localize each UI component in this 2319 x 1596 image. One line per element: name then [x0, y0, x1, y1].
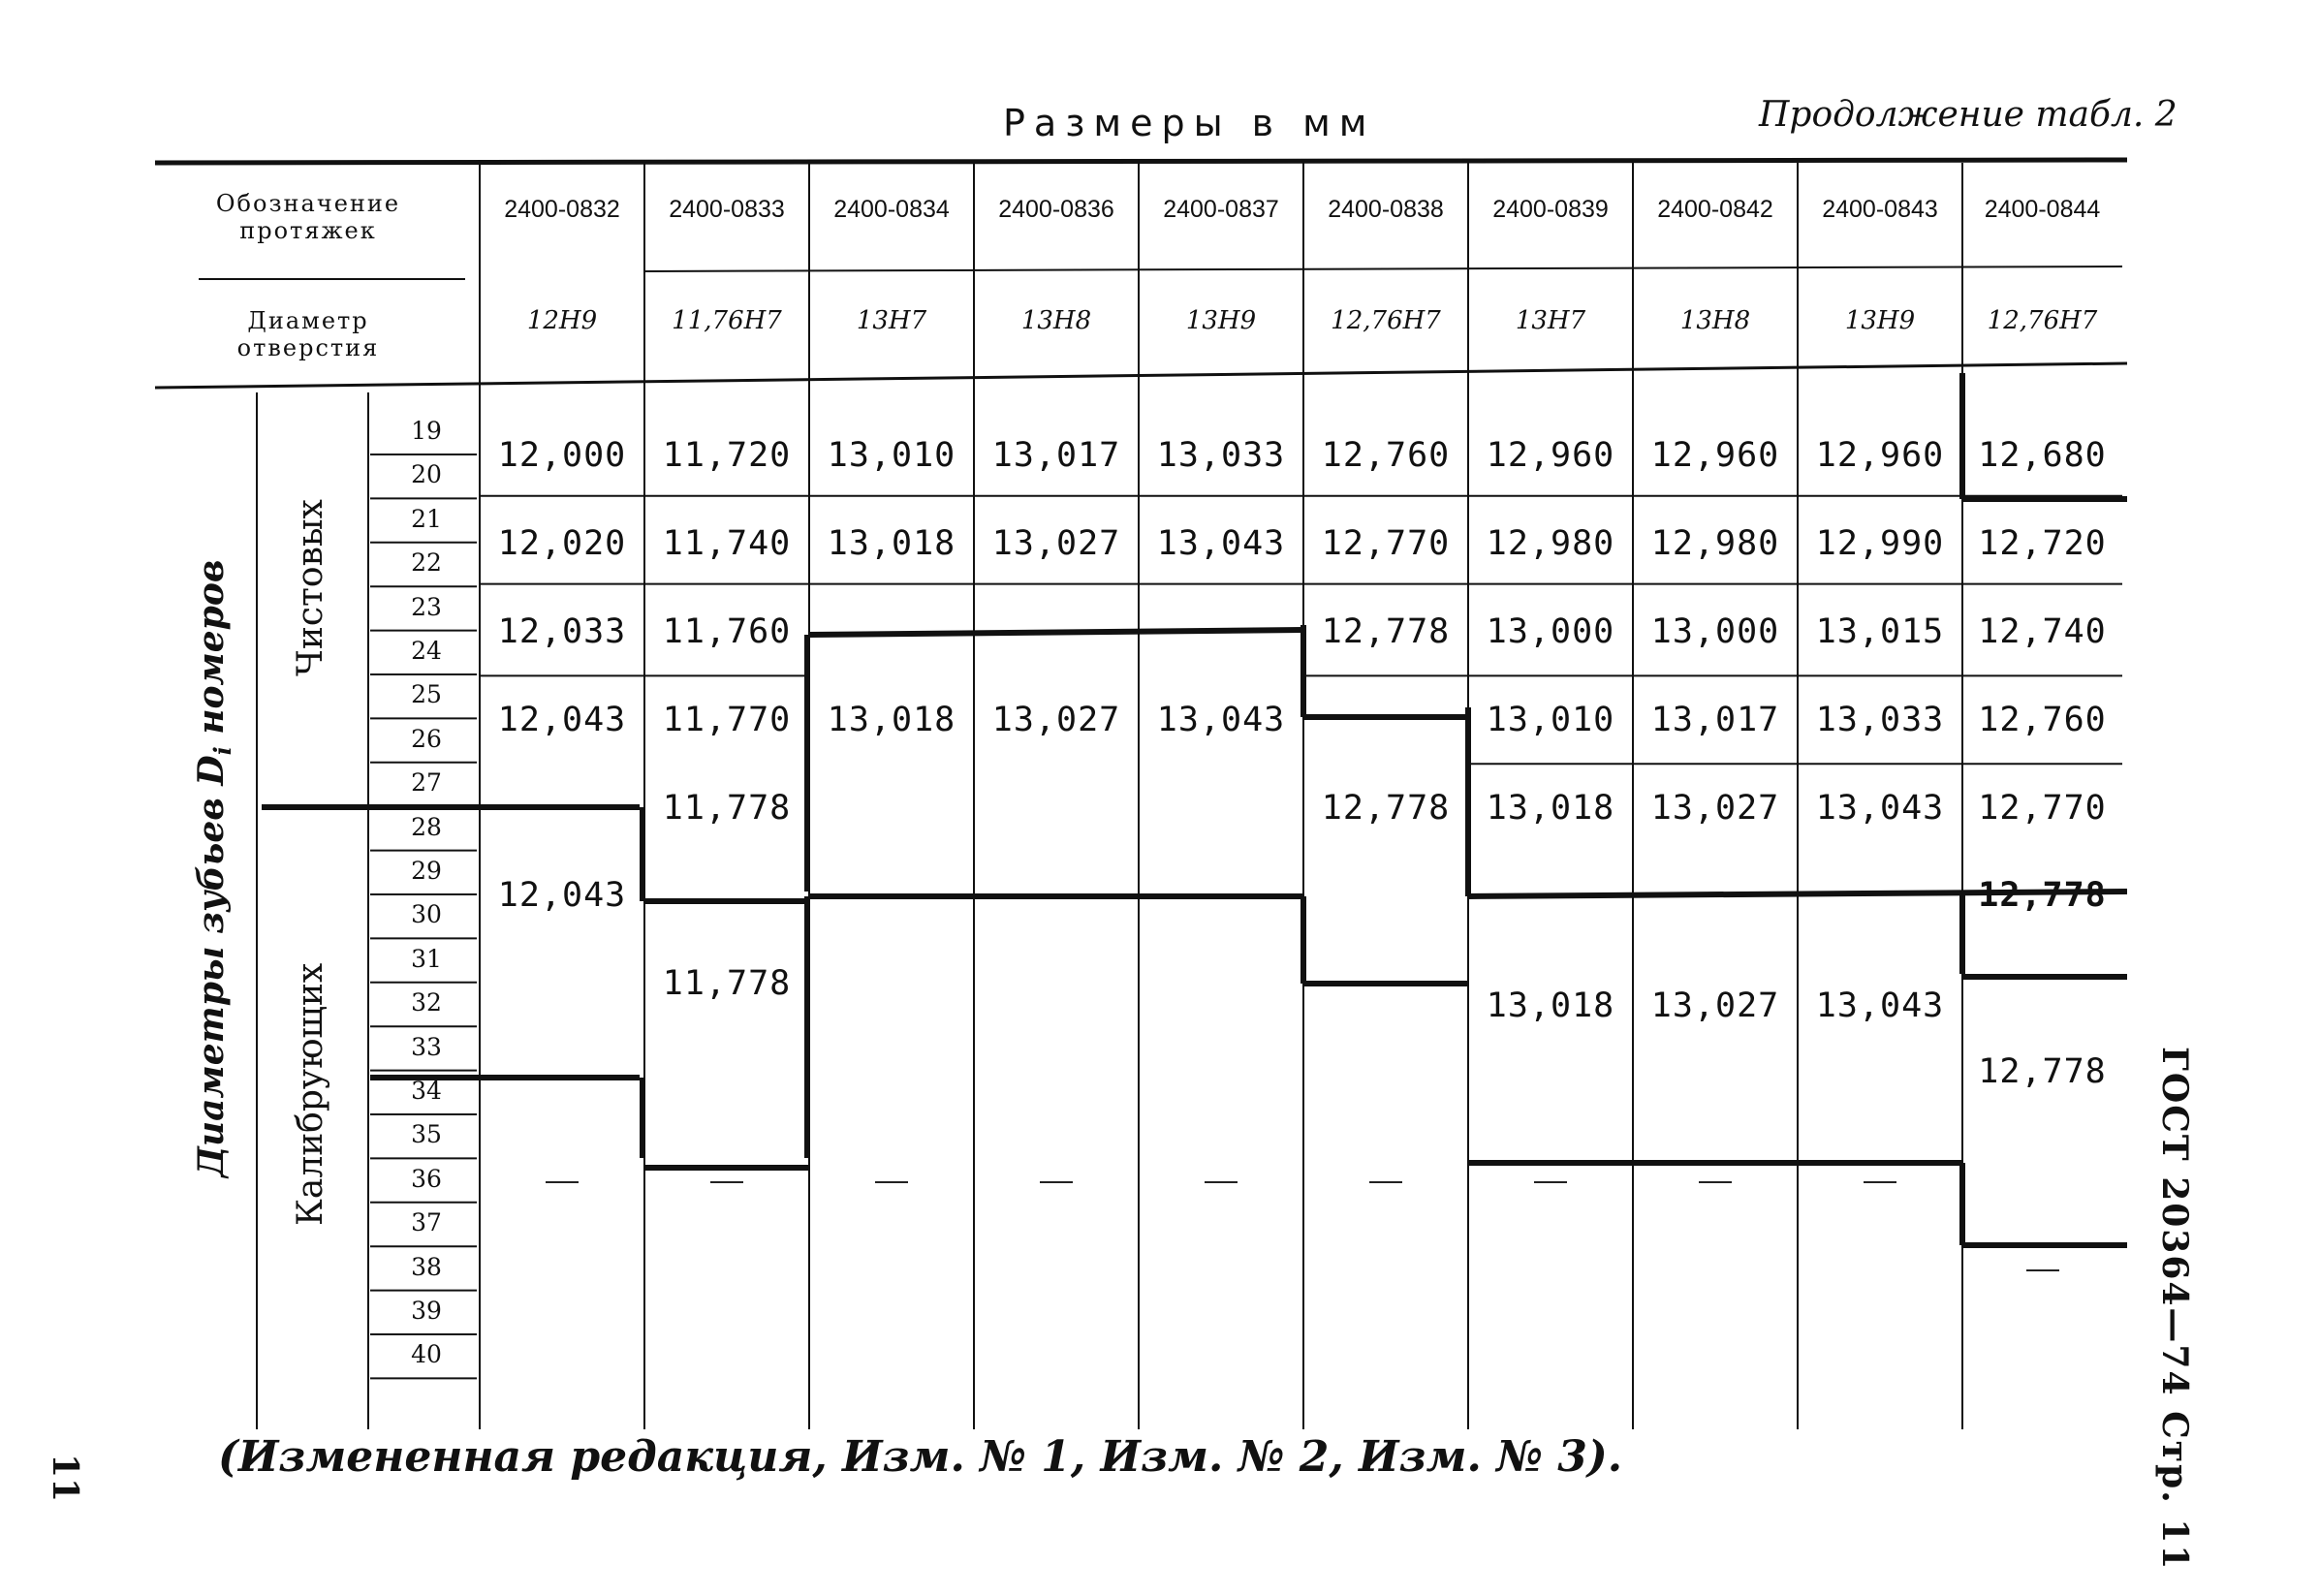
standard-margin-label: ГОСТ 20364—74 Стр. 11 [2154, 1047, 2195, 1572]
empty-dash [710, 1181, 743, 1183]
tooth-number: 39 [411, 1297, 442, 1325]
broach-code: 2400-0844 [1984, 196, 2101, 223]
tooth-number: 21 [411, 504, 442, 533]
tooth-diameter-value: 12,770 [1978, 788, 2107, 828]
tooth-diameter-value: 13,010 [1486, 700, 1615, 739]
empty-dash [1699, 1181, 1732, 1183]
hole-diameter-label: Диаметр отверстия [236, 307, 380, 361]
tooth-number: 19 [411, 417, 442, 445]
tooth-diameter-value: 12,043 [497, 876, 627, 916]
hole-diameter: 13H8 [1020, 306, 1092, 335]
tooth-number: 40 [411, 1340, 442, 1369]
empty-dash [1040, 1181, 1073, 1183]
tooth-diameter-value: 12,960 [1486, 436, 1615, 476]
hole-diameter: 13H9 [1185, 306, 1257, 335]
left-page-number: 11 [45, 1454, 85, 1503]
tooth-diameter-value: 13,017 [1650, 700, 1780, 739]
tooth-diameter-value: 13,043 [1815, 788, 1945, 828]
tooth-diameter-value: 12,760 [1978, 700, 2107, 739]
tooth-diameter-value: 13,033 [1156, 436, 1286, 476]
empty-dash [1864, 1181, 1896, 1183]
tooth-number: 26 [411, 724, 442, 753]
tooth-diameter-value: 12,043 [497, 700, 627, 739]
hole-diameter: 12,76H7 [1331, 306, 1441, 335]
header-bottom-rule [155, 363, 2127, 388]
header-mid-rule [644, 266, 2122, 271]
tooth-diameter-value: 13,018 [827, 524, 956, 564]
tooth-diameter-value: 13,000 [1486, 612, 1615, 651]
tooth-number: 23 [411, 592, 442, 621]
tooth-diameter-value: 13,043 [1815, 986, 1945, 1025]
tooth-diameter-value: 13,027 [1650, 986, 1780, 1025]
tooth-diameter-value: 11,720 [662, 436, 792, 476]
tooth-number: 33 [411, 1032, 442, 1061]
tooth-diameter-value: 11,760 [662, 612, 792, 651]
tooth-diameter-value: 13,015 [1815, 612, 1945, 651]
hole-diameter: 13H9 [1844, 306, 1916, 335]
tooth-number: 37 [411, 1208, 442, 1237]
tooth-number: 35 [411, 1120, 442, 1149]
tooth-diameter-value: 11,740 [662, 524, 792, 564]
empty-dash [1534, 1181, 1567, 1183]
tooth-diameter-value: 11,778 [662, 788, 792, 828]
broach-code: 2400-0838 [1328, 196, 1444, 223]
tooth-diameter-value: 12,778 [1321, 612, 1451, 651]
tooth-diameter-value: 13,010 [827, 436, 956, 476]
tooth-diameter-value: 13,027 [991, 524, 1121, 564]
empty-dash [1205, 1181, 1238, 1183]
tooth-number: 20 [411, 460, 442, 489]
tooth-diameter-value: 12,778 [1978, 876, 2107, 916]
tooth-number: 27 [411, 768, 442, 798]
tooth-diameter-value: 12,720 [1978, 524, 2107, 564]
tooth-diameter-value: 12,990 [1815, 524, 1945, 564]
tooth-number: 36 [411, 1164, 442, 1193]
step-boundary [809, 630, 1303, 635]
tooth-diameter-value: 12,778 [1978, 1052, 2107, 1091]
revision-note: (Измененная редакция, Изм. № 1, Изм. № 2, Изм. № 3). [218, 1432, 1623, 1482]
tooth-number: 38 [411, 1252, 442, 1281]
hole-diameter: 13H7 [1515, 306, 1586, 335]
broach-code: 2400-0836 [998, 196, 1114, 223]
empty-dash [875, 1181, 908, 1183]
tooth-number: 25 [411, 680, 442, 709]
tooth-diameter-value: 13,027 [1650, 788, 1780, 828]
hole-diameter: 12,76H7 [1987, 306, 2098, 335]
hole-diameter: 13H7 [856, 306, 927, 335]
broach-code: 2400-0832 [504, 196, 620, 223]
empty-dash [1369, 1181, 1402, 1183]
tooth-diameter-value: 12,980 [1486, 524, 1615, 564]
tooth-number: 31 [411, 944, 442, 973]
tooth-diameter-value: 13,018 [827, 700, 956, 739]
tooth-number: 30 [411, 900, 442, 929]
tooth-number: 32 [411, 988, 442, 1017]
tooth-number: 34 [411, 1077, 442, 1105]
hole-diameter: 12H9 [526, 306, 598, 335]
calibrating-group-label: Калибрующих [291, 962, 330, 1226]
broach-code: 2400-0837 [1163, 196, 1279, 223]
broach-code: 2400-0834 [833, 196, 950, 223]
tooth-diameter-value: 13,027 [991, 700, 1121, 739]
continuation-caption: Продолжение табл. 2 [1759, 95, 2178, 135]
tooth-diameter-value: 13,018 [1486, 788, 1615, 828]
tooth-diameter-value: 13,000 [1650, 612, 1780, 651]
broach-code: 2400-0833 [669, 196, 785, 223]
empty-dash [2026, 1269, 2059, 1271]
tooth-diameter-value: 13,033 [1815, 700, 1945, 739]
tooth-number: 22 [411, 548, 442, 578]
designation-label: Обозначение протяжек [215, 190, 401, 244]
units-caption: Размеры в мм [1003, 102, 1376, 144]
tooth-number: 29 [411, 857, 442, 885]
hole-diameter: 13H8 [1679, 306, 1751, 335]
tooth-diameter-value: 12,000 [497, 436, 627, 476]
tooth-number: 28 [411, 812, 442, 841]
tooth-number: 24 [411, 637, 442, 665]
broach-code: 2400-0843 [1822, 196, 1938, 223]
tooth-diameter-value: 12,680 [1978, 436, 2107, 476]
tooth-diameter-value: 12,960 [1815, 436, 1945, 476]
tooth-diameter-value: 12,033 [497, 612, 627, 651]
tooth-diameter-value: 11,778 [662, 964, 792, 1004]
empty-dash [546, 1181, 579, 1183]
top-rule [155, 160, 2127, 163]
tooth-diameter-value: 13,018 [1486, 986, 1615, 1025]
tooth-diameter-value: 12,760 [1321, 436, 1451, 476]
broach-code: 2400-0842 [1657, 196, 1773, 223]
tooth-diameter-value: 12,020 [497, 524, 627, 564]
tooth-diameter-value: 12,980 [1650, 524, 1780, 564]
finishing-group-label: Чистовых [291, 499, 330, 676]
hole-diameter: 11,76H7 [672, 306, 782, 335]
tooth-diameter-value: 12,740 [1978, 612, 2107, 651]
broach-code: 2400-0839 [1492, 196, 1609, 223]
tooth-diameter-value: 11,770 [662, 700, 792, 739]
tooth-diameter-value: 12,778 [1321, 788, 1451, 828]
tooth-diameter-value: 12,960 [1650, 436, 1780, 476]
tooth-diameter-value: 13,043 [1156, 700, 1286, 739]
row-group-label: Диаметры зубьев $D_i$ номеров [191, 559, 237, 1177]
tooth-diameter-value: 12,770 [1321, 524, 1451, 564]
tooth-diameter-value: 13,017 [991, 436, 1121, 476]
tooth-diameter-value: 13,043 [1156, 524, 1286, 564]
